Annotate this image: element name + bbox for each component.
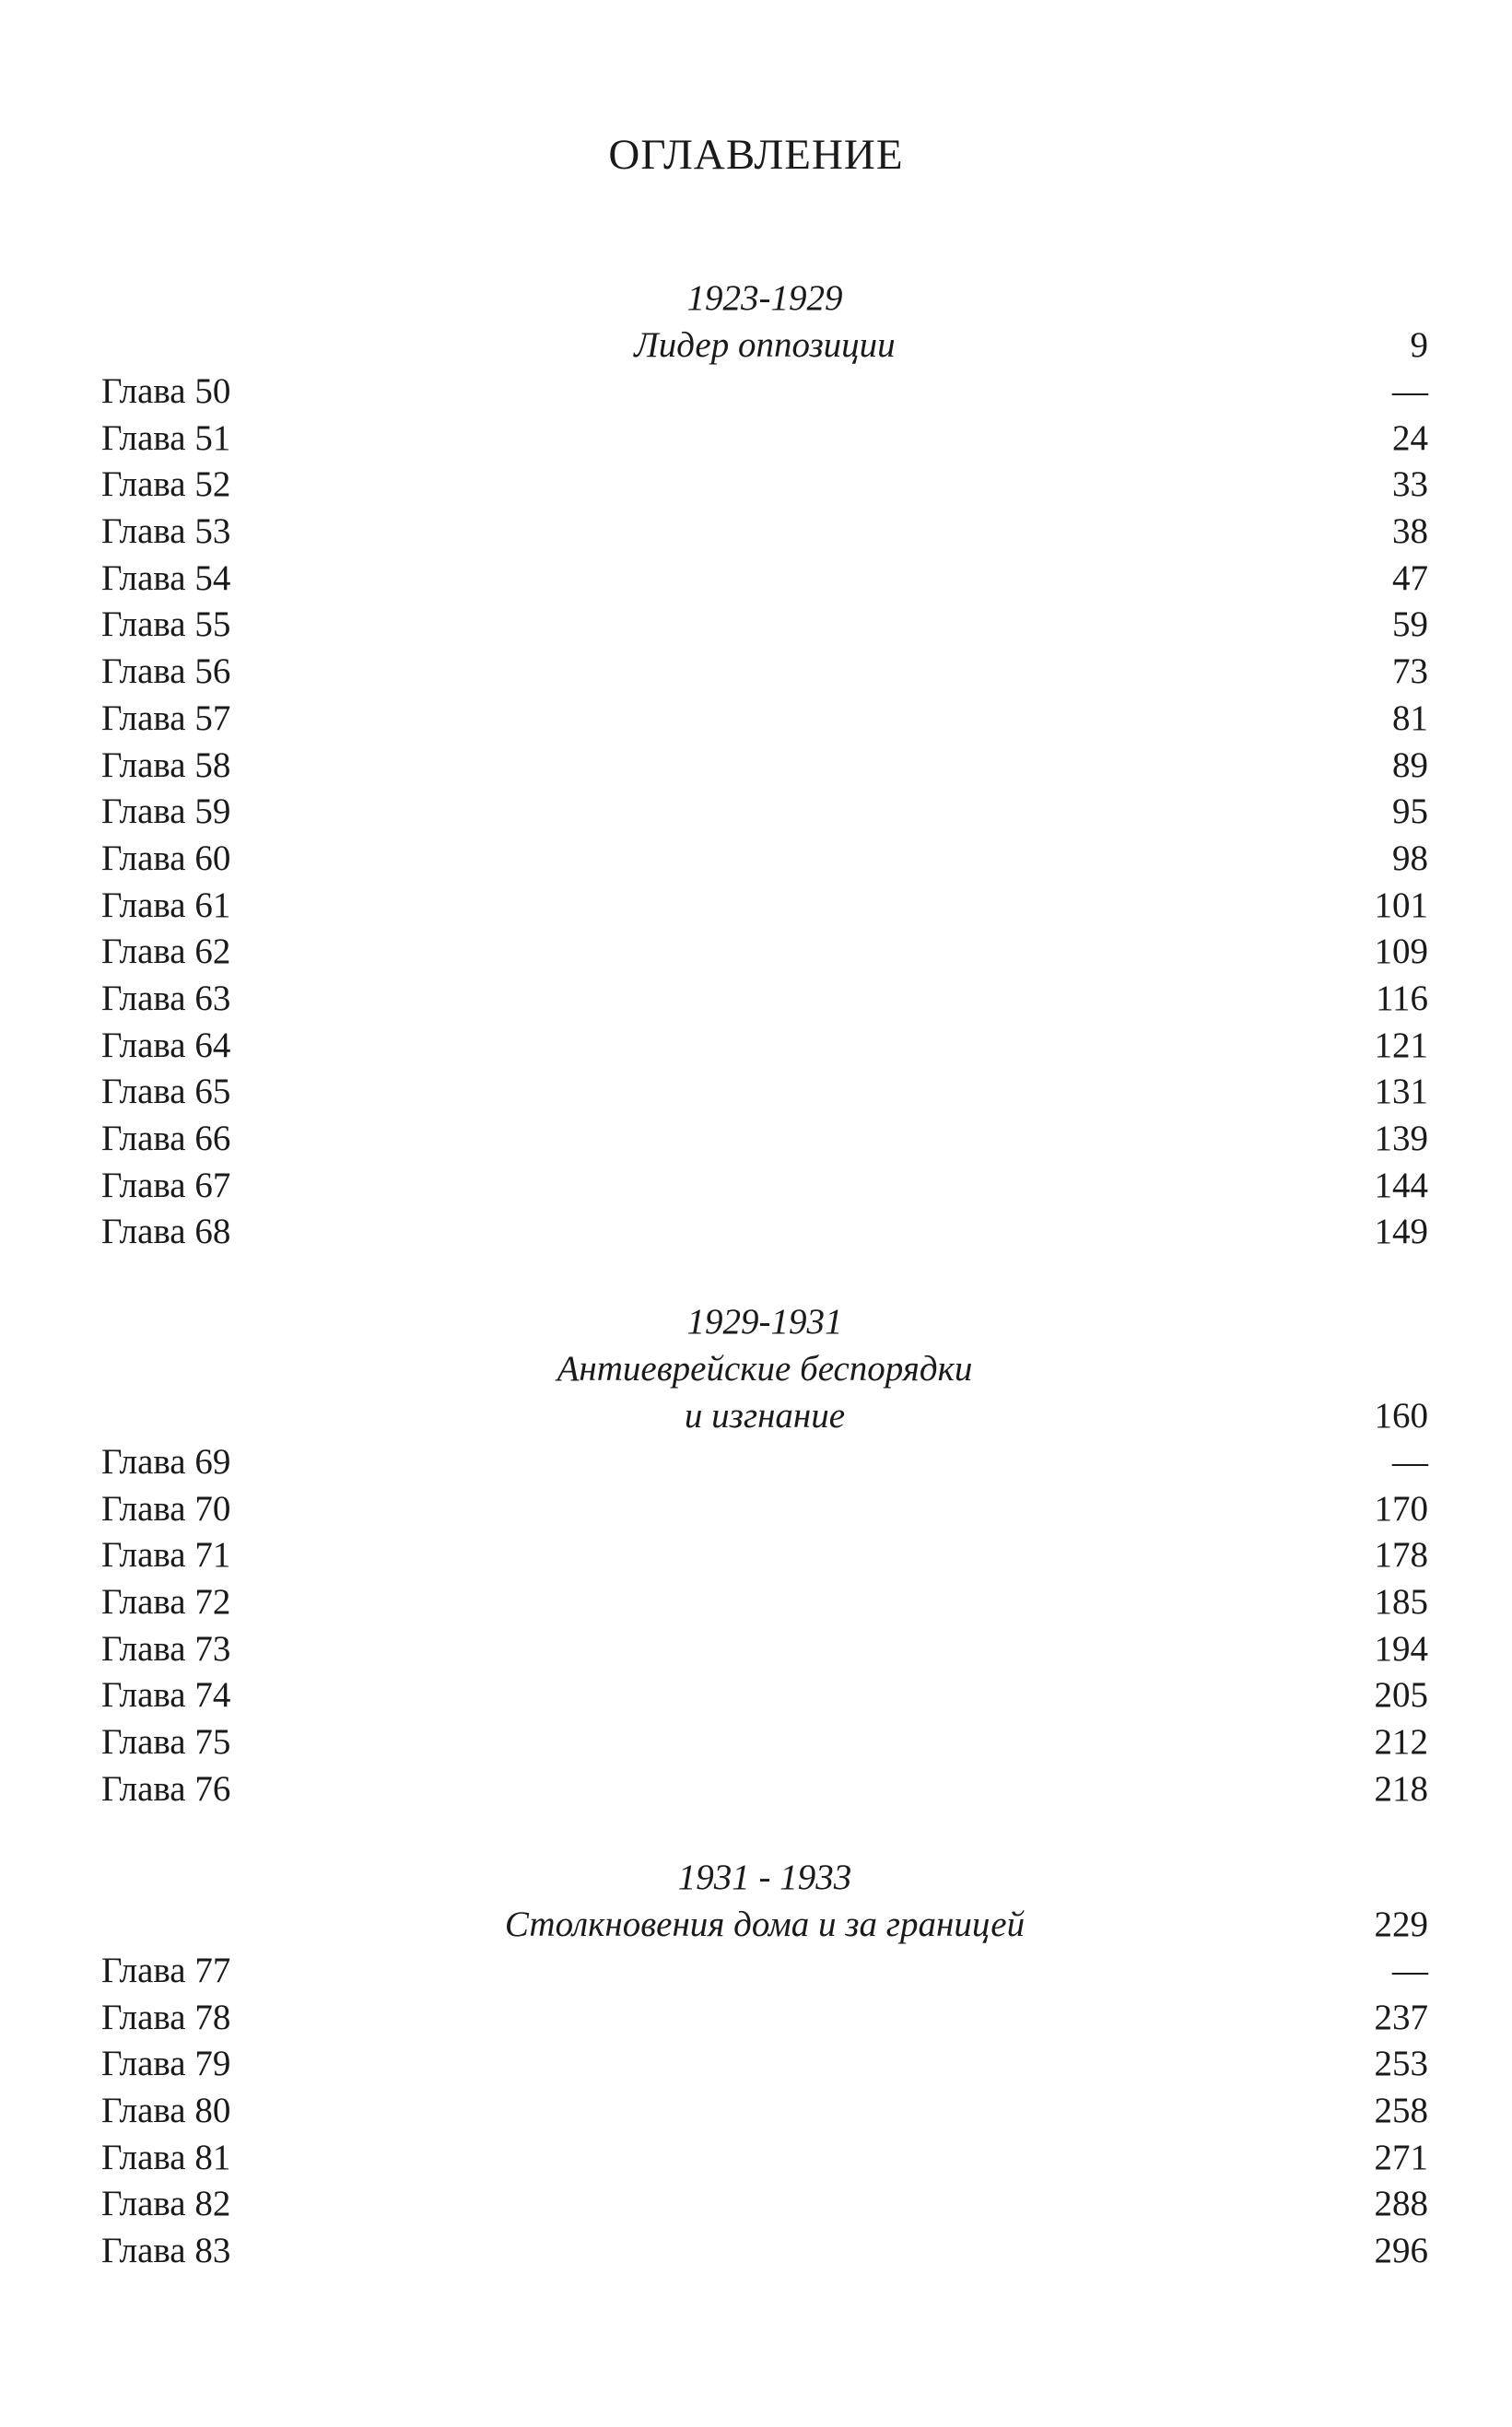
toc-entry [101,1672,1428,1719]
chapter-page-number: 81 [1392,698,1428,738]
chapter-label: Глава 58 [101,745,231,785]
toc-entry [101,649,1428,696]
section-title: Столкновения дома и за границей [504,1905,1026,1944]
section-title-row [101,322,1428,369]
chapter-page-number: 47 [1392,557,1428,598]
chapter-label: Глава 57 [101,698,231,738]
toc-entry [101,2228,1428,2275]
chapter-page-number: 139 [1374,1119,1428,1158]
chapter-label: Глава 52 [101,464,231,505]
chapter-label: Глава 69 [101,1442,231,1482]
toc-entry [101,462,1428,509]
chapter-page-number: 95 [1392,791,1428,832]
chapter-label: Глава 54 [101,557,231,598]
chapter-label: Глава 63 [101,978,231,1018]
chapter-label: Глава 76 [101,1768,231,1809]
chapter-page-number: 205 [1374,1675,1428,1716]
chapter-label: Глава 53 [101,511,231,552]
toc-entry [101,743,1428,790]
toc-entry [101,1486,1428,1533]
toc-entry [101,2181,1428,2228]
chapter-label: Глава 73 [101,1628,231,1669]
toc-entry [101,1163,1428,1210]
chapter-page-number: 89 [1392,745,1428,785]
chapter-page-number: 185 [1374,1582,1428,1623]
chapter-page-number: 121 [1374,1025,1428,1065]
chapter-page-number: 253 [1374,2044,1428,2084]
section-page-number: 9 [1410,325,1428,365]
chapter-label: Глава 65 [101,1072,231,1112]
toc-entry [101,2135,1428,2182]
chapter-label: Глава 77 [101,1951,231,1990]
toc-entry [101,1532,1428,1579]
chapter-page-number: 101 [1374,885,1428,925]
chapter-label: Глава 64 [101,1025,231,1065]
chapter-page-number: 237 [1374,1997,1428,2037]
chapter-page-number: 194 [1374,1628,1428,1669]
chapter-label: Глава 71 [101,1535,231,1576]
chapter-list [101,369,1428,1256]
chapter-label: Глава 61 [101,885,231,925]
chapter-label: Глава 50 [101,371,231,411]
chapter-page-number: 38 [1392,511,1428,552]
chapter-page-number: — [1392,371,1428,411]
chapter-label: Глава 68 [101,1212,231,1252]
toc-entry [101,883,1428,930]
section-title-row [101,1392,1428,1439]
toc-entry [101,1579,1428,1626]
toc-entry [101,1069,1428,1116]
toc-section-1931-1933 [101,1854,1428,2275]
section-title-row [101,1901,1428,1948]
chapter-label: Глава 78 [101,1997,231,2037]
chapter-label: Глава 66 [101,1119,231,1158]
chapter-label: Глава 79 [101,2044,231,2084]
toc-entry [101,836,1428,883]
chapter-label: Глава 83 [101,2231,231,2271]
chapter-page-number: 170 [1374,1488,1428,1529]
chapter-label: Глава 51 [101,417,231,458]
toc-entry [101,1626,1428,1673]
chapter-label: Глава 75 [101,1722,231,1763]
toc-section-1929-1931 [101,1298,1428,1813]
chapter-label: Глава 81 [101,2137,231,2177]
chapter-page-number: 149 [1374,1212,1428,1252]
chapter-page-number: 116 [1375,978,1428,1018]
chapter-list [101,1948,1428,2275]
chapter-page-number: 258 [1374,2091,1428,2131]
toc-entry [101,1116,1428,1163]
toc-entry [101,929,1428,976]
section-title-continued: и изгнание [684,1396,846,1436]
chapter-label: Глава 60 [101,838,231,878]
chapter-page-number: 178 [1374,1535,1428,1576]
page-title: ОГЛАВЛЕНИЕ [608,131,904,179]
chapter-page-number: 271 [1374,2137,1428,2177]
toc-entry [101,509,1428,556]
chapter-label: Глава 67 [101,1165,231,1205]
chapter-label: Глава 62 [101,932,231,972]
chapter-label: Глава 70 [101,1488,231,1529]
section-year: 1931 - 1933 [677,1858,852,1897]
chapter-page-number: 218 [1374,1768,1428,1809]
chapter-page-number: 212 [1374,1722,1428,1763]
toc-entry [101,1995,1428,2042]
toc-entry [101,2041,1428,2088]
chapter-page-number: 296 [1374,2231,1428,2271]
toc-entry [101,1948,1428,1995]
chapter-page-number: 33 [1392,464,1428,505]
section-page-number: 229 [1374,1905,1428,1944]
toc-entry [101,1766,1428,1813]
section-page-number: 160 [1374,1396,1428,1436]
chapter-label: Глава 59 [101,791,231,832]
chapter-page-number: 98 [1392,838,1428,878]
toc-entry [101,556,1428,603]
toc-entry [101,789,1428,836]
chapter-label: Глава 72 [101,1582,231,1623]
chapter-page-number: 144 [1374,1165,1428,1205]
chapter-page-number: 131 [1374,1072,1428,1112]
chapter-page-number: — [1392,1442,1428,1482]
chapter-page-number: 24 [1392,417,1428,458]
section-title: Антиеврейские беспорядки [557,1349,973,1389]
toc-entry [101,2088,1428,2135]
chapter-page-number: 288 [1374,2184,1428,2224]
section-year: 1929-1931 [686,1302,843,1342]
chapter-label: Глава 82 [101,2184,231,2224]
chapter-label: Глава 55 [101,604,231,645]
chapter-label: Глава 74 [101,1675,231,1716]
chapter-page-number: — [1392,1951,1428,1990]
toc-entry [101,369,1428,416]
toc-entry [101,1719,1428,1766]
toc-section-1923-1929 [101,275,1428,1256]
section-year: 1923-1929 [686,278,843,318]
chapter-page-number: 73 [1392,651,1428,692]
chapter-page-number: 109 [1374,932,1428,972]
chapter-list [101,1439,1428,1813]
section-title: Лидер оппозиции [634,325,896,365]
toc-entry [101,416,1428,463]
toc-entry [101,602,1428,649]
toc-entry [101,1023,1428,1070]
chapter-label: Глава 80 [101,2091,231,2131]
chapter-page-number: 59 [1392,604,1428,645]
toc-entry [101,976,1428,1023]
toc-entry [101,1439,1428,1486]
toc-entry [101,696,1428,743]
toc-entry [101,1209,1428,1256]
chapter-label: Глава 56 [101,651,231,692]
